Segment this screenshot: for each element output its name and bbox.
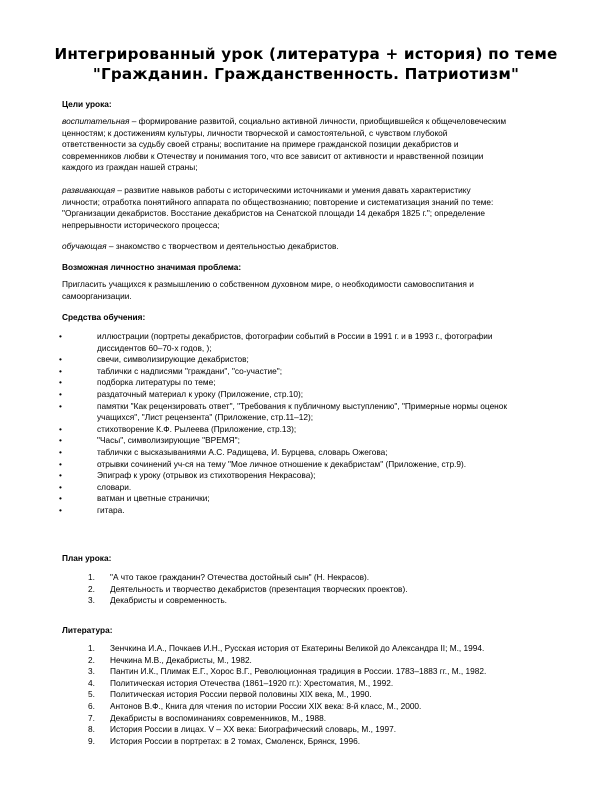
means-list xyxy=(59,331,553,517)
problem-line: самоорганизации. xyxy=(62,290,132,301)
list-item-text: стихотворение К.Ф. Рылеева (Приложение, стр.13); xyxy=(97,423,297,434)
list-item xyxy=(88,678,568,690)
goal-educational-line: современников любви к Отечеству и понимания того, что все зависит от активности и нравственной позиции xyxy=(62,150,484,161)
means-heading: Средства обучения: xyxy=(62,312,146,322)
list-item-text: памятки "Как рецензировать ответ", "Требования к публичному выступлению", "Примерные нормы оценок xyxy=(97,400,508,411)
title-line-2: "Гражданин. Гражданственность. Патриотизм" xyxy=(92,65,520,83)
bullet-icon: • xyxy=(59,481,62,492)
plan-heading: План урока: xyxy=(62,553,112,563)
goal-teaching-label: обучающая xyxy=(62,241,107,251)
list-item-text: Антонов В.Ф., Книга для чтения по истории России XIX века: 8-й класс, М., 2000. xyxy=(110,700,422,711)
bullet-icon: • xyxy=(59,377,62,388)
goal-developing xyxy=(62,185,562,231)
list-item-text: Декабристы в воспоминаниях современников, М., 1988. xyxy=(110,712,327,723)
list-item xyxy=(88,643,568,655)
bullet-icon: • xyxy=(59,331,62,341)
goal-developing-label: развивающая xyxy=(62,185,116,195)
list-item-text: "Часы", символизирующие "ВРЕМЯ"; xyxy=(97,435,240,446)
list-item-text: Зенчкина И.А., Почкаев И.Н., Русская история от Екатерины Великой до Александра II; М., 1994. xyxy=(110,643,485,653)
list-item-text: История России в лицах. V – XX века: Биографический словарь, М., 1997. xyxy=(110,724,397,735)
list-item-text: словари. xyxy=(97,481,132,492)
list-item-text: Деятельность и творчество декабристов (презентация творческих проектов). xyxy=(110,583,408,594)
problem-line: Пригласить учащихся к размышлению о собственном духовном мире, о необходимости самовоспитания и xyxy=(62,279,474,289)
list-item-text: отрывки сочинений уч-ся на тему "Мое личное отношение к декабристам" (Приложение, стр.9). xyxy=(97,458,467,469)
goal-educational xyxy=(62,116,562,174)
list-item xyxy=(59,435,553,447)
list-item xyxy=(88,724,568,736)
bullet-icon: • xyxy=(59,470,62,481)
list-item-number: 6. xyxy=(88,700,95,711)
problem-heading: Возможная личностно значимая проблема: xyxy=(62,262,242,272)
bullet-icon: • xyxy=(59,365,62,376)
list-item-text: раздаточный материал к уроку (Приложение, стр.10); xyxy=(97,388,304,399)
list-item xyxy=(59,331,553,354)
list-item-number: 3. xyxy=(88,666,95,677)
goal-teaching-text: – знакомство с творчеством и деятельностью декабристов. xyxy=(106,241,339,251)
list-item xyxy=(88,713,568,725)
goal-developing-line: – развитие навыков работы с историческими источниками и умения давать характеристику xyxy=(115,185,471,195)
list-item xyxy=(88,595,568,607)
goal-educational-line: ценностям; к достижениям культуры, личности творческой и самостоятельной, с чувством глубокой xyxy=(62,127,448,138)
list-item-number: 3. xyxy=(88,595,95,606)
bullet-icon: • xyxy=(59,354,62,365)
list-item-text: Нечкина М.В., Декабристы, М., 1982. xyxy=(110,654,252,665)
list-item-number: 1. xyxy=(88,643,95,653)
list-item xyxy=(88,701,568,713)
list-item-text: свечи, символизирующие декабристов; xyxy=(97,354,249,365)
list-item xyxy=(88,572,568,584)
list-item-number: 7. xyxy=(88,712,95,723)
list-item xyxy=(59,365,553,378)
goal-developing-line: непрерывности исторического процесса; xyxy=(62,219,220,230)
bullet-icon: • xyxy=(59,446,62,457)
list-item xyxy=(59,400,553,424)
list-item-text: ватман и цветные странички; xyxy=(97,493,210,504)
list-item-text: учащихся", "Лист рецензента" (Приложение, стр.11–12); xyxy=(97,412,314,423)
bullet-icon: • xyxy=(59,458,62,469)
bullet-icon: • xyxy=(59,493,62,504)
list-item xyxy=(59,470,553,482)
goal-developing-line: "Организации декабристов. Восстание декабристов на Сенатской площади 14 декабря 1825 г."; определение xyxy=(62,208,486,219)
goal-educational-line: каждого из граждан нашей страны; xyxy=(62,162,198,173)
list-item xyxy=(59,354,553,366)
list-item xyxy=(59,481,553,494)
list-item-number: 4. xyxy=(88,677,95,688)
goal-developing-line: личности; отработка понятийного аппарата по обществознанию; повторение и систематизация знаний по теме: xyxy=(62,196,494,207)
list-item-text: Декабристы и современность. xyxy=(110,595,227,606)
goal-teaching xyxy=(62,241,562,253)
list-item xyxy=(59,388,553,401)
list-item-text: "А что такое гражданин? Отечества достойный сын" (Н. Некрасов). xyxy=(110,572,370,582)
list-item-number: 1. xyxy=(88,572,95,582)
literature-heading: Литература: xyxy=(62,625,113,635)
plan-list xyxy=(88,572,568,607)
list-item-text: Эпиграф к уроку (отрывок из стихотворения Некрасова); xyxy=(97,470,316,481)
list-item-number: 2. xyxy=(88,654,95,665)
goal-educational-line: – формирование развитой, социально активной личности, приобщившейся к общечеловеческим xyxy=(129,116,507,126)
list-item-text: гитара. xyxy=(97,504,125,515)
list-item-text: диссидентов 60–70-х годов, ); xyxy=(97,342,212,353)
goal-educational-label: воспитательная xyxy=(62,116,130,126)
bullet-icon: • xyxy=(59,504,62,515)
list-item-text: таблички с высказываниями А.С. Радищева, И. Бурцева, словарь Ожегова; xyxy=(97,446,388,457)
list-item-text: подборка литературы по теме; xyxy=(97,377,216,388)
list-item xyxy=(88,666,568,678)
list-item-text: История России в портретах: в 2 томах, Смоленск, Брянск, 1996. xyxy=(110,735,360,746)
list-item xyxy=(88,689,568,701)
bullet-icon: • xyxy=(59,388,62,399)
problem-text xyxy=(62,279,562,302)
title-line-1: Интегрированный урок (литература + история) по теме xyxy=(54,45,558,63)
literature-list xyxy=(88,643,568,747)
list-item xyxy=(59,446,553,459)
list-item xyxy=(59,423,553,436)
list-item-text: таблички с надписями "граждани", "со-участие"; xyxy=(97,365,283,376)
list-item-text: иллюстрации (портреты декабристов, фотографии событий в России в 1991 г. и в 1993 г., фотографии xyxy=(97,331,493,341)
list-item-text: Политическая история Отечества (1861–1920 гг.): Хрестоматия, М., 1992. xyxy=(110,677,394,688)
list-item xyxy=(88,584,568,596)
bullet-icon: • xyxy=(59,400,62,411)
list-item-text: Пантин И.К., Плимак Е.Г., Хорос В.Г., Революционная традиция в России. 1783–1883 гг., М., 1982. xyxy=(110,666,487,677)
list-item xyxy=(59,377,553,389)
list-item xyxy=(59,458,553,471)
bullet-icon: • xyxy=(59,423,62,434)
goals-heading: Цели урока: xyxy=(62,99,112,109)
goal-educational-line: ответственности за судьбу своей страны; воспитание на примере гражданской позиции декабристов и xyxy=(62,139,459,150)
page-title xyxy=(30,44,582,84)
bullet-icon: • xyxy=(59,435,62,446)
list-item-text: Политическая история России первой половины XIX века, М., 1990. xyxy=(110,689,372,700)
list-item-number: 9. xyxy=(88,735,95,746)
list-item-number: 5. xyxy=(88,689,95,700)
list-item-number: 8. xyxy=(88,724,95,735)
list-item xyxy=(88,655,568,667)
list-item xyxy=(88,736,568,748)
list-item-number: 2. xyxy=(88,583,95,594)
list-item xyxy=(59,504,553,517)
list-item xyxy=(59,493,553,505)
